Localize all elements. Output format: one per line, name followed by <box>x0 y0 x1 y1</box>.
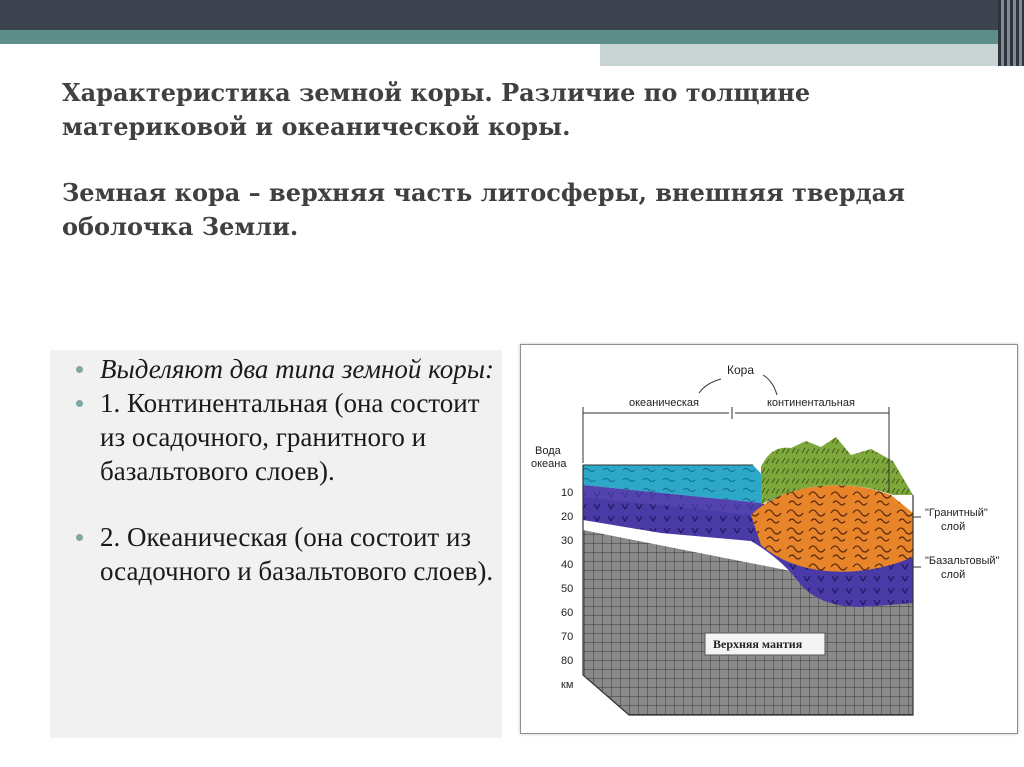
label-water-1: Вода <box>535 445 561 457</box>
depth-tick: 80 <box>561 655 574 667</box>
depth-tick: 60 <box>561 607 574 619</box>
label-continental: континентальная <box>767 397 855 409</box>
depth-tick: 50 <box>561 583 574 595</box>
title-line-2: Земная кора – верхняя часть литосферы, внешняя твердая оболочка Земли. <box>62 178 905 241</box>
slide-title <box>62 76 992 244</box>
depth-tick: 10 <box>561 487 574 499</box>
bullet-text: Выделяют два типа земной коры: <box>100 354 494 384</box>
bullet-item <box>70 520 500 588</box>
depth-tick: 40 <box>561 559 574 571</box>
label-crust: Кора <box>727 363 755 377</box>
label-water-2: океана <box>531 458 567 470</box>
header-teal-band <box>0 30 1024 44</box>
bullet-item <box>70 386 500 488</box>
bullet-text: 1. Континентальная (она состоит из осадочного, гранитного и базальтового слоев). <box>100 388 480 486</box>
title-line-1: Характеристика земной коры. Различие по толщине материковой и океанической коры. <box>62 78 811 141</box>
depth-tick: 20 <box>561 511 574 523</box>
label-mantle: Верхняя мантия <box>713 637 803 651</box>
bullet-list <box>70 352 500 588</box>
header-stripes <box>998 0 1024 66</box>
bullet-text: 2. Океаническая (она состоит из осадочного и базальтового слоев). <box>100 522 494 586</box>
depth-tick: 30 <box>561 535 574 547</box>
header-light-band <box>600 44 1024 66</box>
header-dark-band <box>0 0 1024 30</box>
bullet-item <box>70 352 500 386</box>
depth-tick: км <box>561 679 574 691</box>
bullet-dot-icon <box>76 400 83 407</box>
crust-diagram <box>520 344 1018 734</box>
label-granite-1: "Гранитный" <box>925 507 988 519</box>
bullet-dot-icon <box>76 366 83 373</box>
label-granite-2: слой <box>941 521 966 533</box>
bullet-dot-icon <box>76 534 83 541</box>
depth-tick: 70 <box>561 631 574 643</box>
label-basalt-1: "Базальтовый" <box>925 555 1000 567</box>
depth-scale <box>561 481 581 697</box>
label-oceanic: океаническая <box>629 397 699 409</box>
label-basalt-2: слой <box>941 569 966 581</box>
